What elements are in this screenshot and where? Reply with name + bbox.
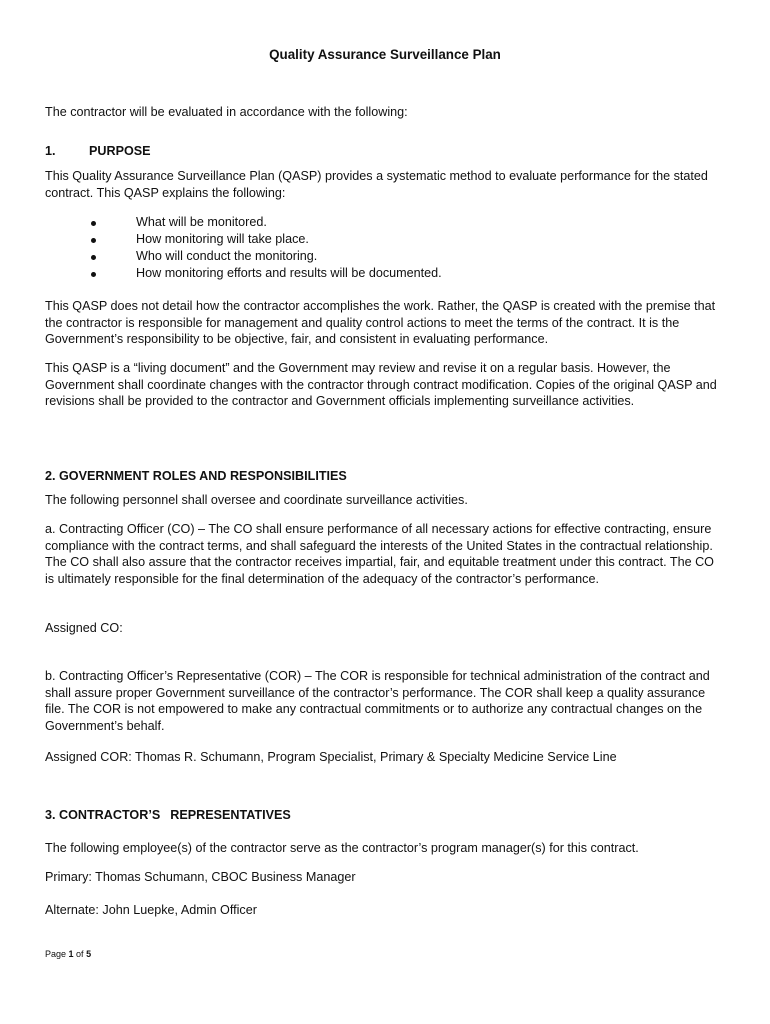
page-number-footer: Page 1 of 5: [45, 949, 92, 959]
assigned-co-label: Assigned CO:: [45, 621, 123, 635]
primary-representative: Primary: Thomas Schumann, CBOC Business Manager: [45, 870, 356, 884]
contractor-responsibility-paragraph: This QASP does not detail how the contractor accomplishes the work. Rather, the QASP is created with the premise that the contractor is responsible for management and quality control actions to meet the terms of the contract. It is the Government’s responsibility to be objective, fair, and consistent in evaluating performance.: [45, 299, 716, 346]
bullet-icon: [91, 221, 96, 226]
bullet-icon: [91, 272, 96, 277]
alternate-representative: Alternate: John Luepke, Admin Officer: [45, 903, 257, 917]
section-2-heading: 2. GOVERNMENT ROLES AND RESPONSIBILITIES: [45, 469, 347, 483]
document-title: Quality Assurance Surveillance Plan: [269, 47, 501, 62]
section-1-heading: [45, 143, 725, 160]
section-2-intro: The following personnel shall oversee and coordinate surveillance activities.: [45, 493, 468, 507]
intro-text: The contractor will be evaluated in accordance with the following:: [45, 105, 408, 119]
section-1-title: PURPOSE: [89, 144, 151, 158]
list-item: How monitoring efforts and results will be documented.: [45, 265, 725, 282]
cor-paragraph: b. Contracting Officer’s Representative (COR) – The COR is responsible for technical administration of the contract and shall assure proper Government surveillance of the contractor’s performance. The COR shall keep a quality assurance file. The COR is not empowered to make any contractual commitments or to authorize any contractual changes on the Government’s behalf.: [45, 669, 710, 733]
purpose-paragraph: This Quality Assurance Surveillance Plan (QASP) provides a systematic method to evaluate performance for the stated contract. This QASP explains the following:: [45, 169, 708, 200]
list-item: Who will conduct the monitoring.: [45, 248, 725, 265]
living-document-paragraph: This QASP is a “living document” and the Government may review and revise it on a regular basis. However, the Government shall coordinate changes with the contractor through contract modification. Copies of the original QASP and revisions shall be provided to the contractor and Government officials implementing surveillance activities.: [45, 361, 717, 408]
section-3-heading: 3. CONTRACTOR’S REPRESENTATIVES: [45, 808, 291, 822]
assigned-cor-text: Assigned COR: Thomas R. Schumann, Program Specialist, Primary & Specialty Medicine Service Line: [45, 750, 617, 764]
bullet-icon: [91, 238, 96, 243]
contracting-officer-paragraph: a. Contracting Officer (CO) – The CO shall ensure performance of all necessary actions for effective contracting, ensure compliance with the contract terms, and shall safeguard the interests of the United States in the contractual relationship. The CO shall also assure that the contractor receives impartial, fair, and equitable treatment under this contract. The CO is ultimately responsible for the final determination of the adequacy of the contractor’s performance.: [45, 522, 714, 586]
list-item: What will be monitored.: [45, 214, 725, 231]
list-item: How monitoring will take place.: [45, 231, 725, 248]
monitoring-bullet-list: [45, 214, 725, 282]
section-1-number: 1.: [45, 144, 56, 158]
bullet-icon: [91, 255, 96, 260]
section-3-intro: The following employee(s) of the contractor serve as the contractor’s program manager(s) for this contract.: [45, 841, 639, 855]
